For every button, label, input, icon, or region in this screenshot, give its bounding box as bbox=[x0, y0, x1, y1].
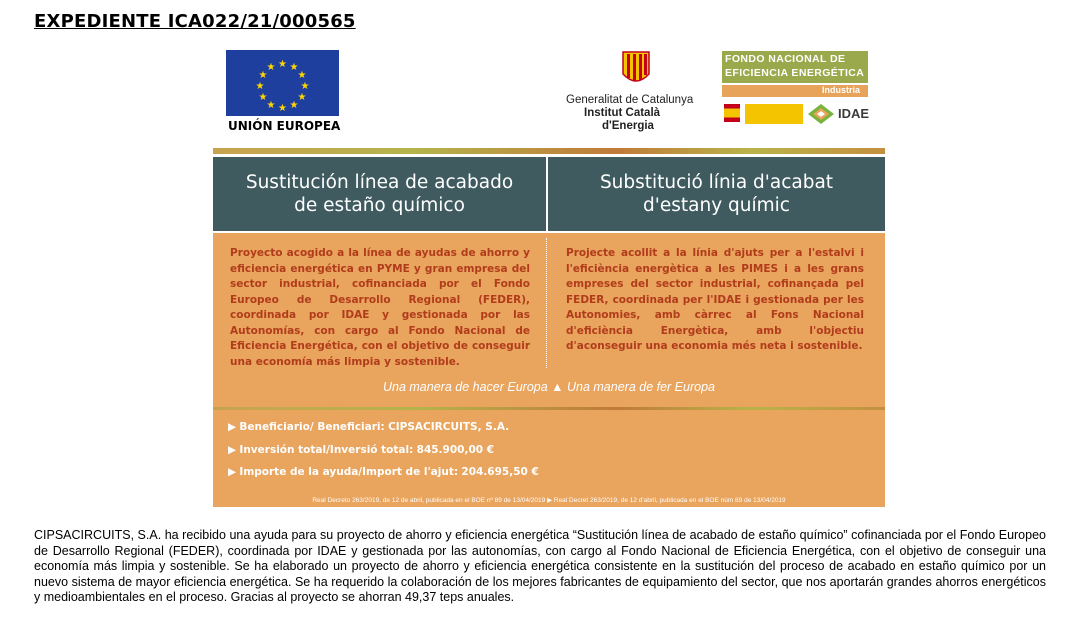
page-title: EXPEDIENTE ICA022/21/000565 bbox=[34, 11, 356, 32]
triangle-bullet-icon: ▶ bbox=[228, 421, 237, 433]
aid-value: 204.695,50 € bbox=[461, 466, 539, 478]
svg-text:★: ★ bbox=[289, 62, 299, 73]
idae-logo-icon bbox=[807, 103, 835, 125]
icaen-name-line2: d'Energia bbox=[602, 120, 654, 132]
svg-text:★: ★ bbox=[266, 100, 276, 111]
triangle-bullet-icon: ▶ bbox=[228, 466, 237, 478]
beneficiary-value: CIPSACIRCUITS, S.A. bbox=[388, 421, 510, 433]
icaen-name-line1: Institut Català bbox=[584, 107, 661, 119]
svg-text:★: ★ bbox=[289, 100, 299, 111]
header-title-ca bbox=[548, 171, 885, 217]
slogan: Una manera de hacer Europa ▲ Una manera de fer Europa bbox=[382, 380, 715, 394]
fondo-nacional-line2: EFICIENCIA ENERGÉTICA bbox=[725, 67, 865, 79]
svg-text:★: ★ bbox=[255, 81, 265, 92]
svg-text:★: ★ bbox=[258, 92, 268, 103]
legal-reference: Real Decreto 263/2019, de 12 de abril, publicada en el BOE nº 89 de 13/04/2019 ▶ Real Decret 263/2019, de 12 d'abril, publicada en el BOE núm 89 de 13/04/2019 bbox=[312, 497, 786, 504]
svg-text:★: ★ bbox=[278, 103, 287, 114]
ministry-logo bbox=[745, 104, 803, 124]
color-stripe bbox=[213, 148, 885, 154]
header-title-es-line2: de estaño químico bbox=[294, 195, 465, 216]
beneficiary-row bbox=[228, 421, 509, 433]
generalitat-emblem-icon bbox=[621, 50, 651, 88]
idae-label: IDAE bbox=[838, 106, 870, 121]
beneficiary-label: Beneficiario/ Beneficiari: bbox=[239, 421, 385, 433]
spain-shield-icon bbox=[724, 104, 740, 122]
triangle-bullet-icon: ▶ bbox=[228, 444, 237, 456]
eu-label: UNIÓN EUROPEA bbox=[228, 119, 341, 133]
eu-flag-logo bbox=[226, 50, 339, 116]
generalitat-name: Generalitat de Catalunya bbox=[566, 94, 694, 106]
investment-label: Inversión total/Inversió total: bbox=[239, 444, 414, 456]
investment-value: 845.900,00 € bbox=[416, 444, 495, 456]
fondo-nacional-line1: FONDO NACIONAL DE bbox=[725, 53, 846, 65]
industria-label: Industria bbox=[822, 85, 861, 95]
svg-text:★: ★ bbox=[300, 81, 310, 92]
eu-stars-icon bbox=[226, 50, 339, 116]
header-title-ca-line1: Substitució línia d'acabat bbox=[599, 172, 834, 193]
project-description: CIPSACIRCUITS, S.A. ha recibido una ayuda para su proyecto de ahorro y eficiencia energética “Sustitución línea de acabado de estaño químico” cofinanciada por el Fondo Europeo de Desarrollo Regional (FEDER), coordinada por IDAE y gestionada por las autonomías, con cargo al Fondo Nacional de Eficiencia Energética, con el objetivo de conseguir una economía más limpia y sostenible. Se ha elaborado un proyecto de ahorro y eficiencia energética consistente en la sustitución del proceso de acabado en estaño químico por un nuevo sistema de mayor eficiencia energética. Se ha requerido la colaboración de los mejores fabricantes de equipamiento del sector, que nos aportarán grandes ahorros energéticos y medioambientales en el proceso. Gracias al proyecto se ahorran 49,37 teps anuales. bbox=[34, 528, 1046, 604]
investment-row bbox=[228, 444, 494, 456]
body-text-es: Proyecto acogido a la línea de ayudas de ahorro y eficiencia energética en PYME y gran empresa del sector industrial, cofinanciada por el Fondo Europeo de Desarrollo Regional (FEDER), coordinada por IDAE y gestionada por las Autonomías, con cargo al Fondo Nacional de Eficiencia Energética, con el objetivo de conseguir una economía más limpia y sostenible. bbox=[230, 247, 530, 368]
header-title-es-line1: Sustitución línea de acabado bbox=[245, 172, 514, 193]
header-title-ca-line2: d'estany químic bbox=[643, 195, 790, 216]
svg-text:★: ★ bbox=[278, 59, 287, 70]
body-text-ca: Projecte acollit a la línia d'ajuts per a l'estalvi i l'eficiència energètica a les PIMES i a les grans empreses del sector industrial, cofinançada pel FEDER, coordinada per l'IDAE i gestionada per les Autonomies, amb càrrec al Fons Nacional d'eficiència Energètica, amb l'objectiu d'aconseguir una economia més neta i sostenible. bbox=[566, 247, 864, 352]
svg-text:★: ★ bbox=[258, 70, 268, 81]
svg-text:★: ★ bbox=[297, 92, 307, 103]
aid-label: Importe de la ayuda/Import de l'ajut: bbox=[239, 466, 459, 478]
body-divider bbox=[546, 238, 547, 368]
header-title-es bbox=[213, 171, 546, 217]
svg-text:★: ★ bbox=[297, 70, 307, 81]
aid-row bbox=[228, 466, 539, 478]
svg-text:★: ★ bbox=[266, 62, 276, 73]
